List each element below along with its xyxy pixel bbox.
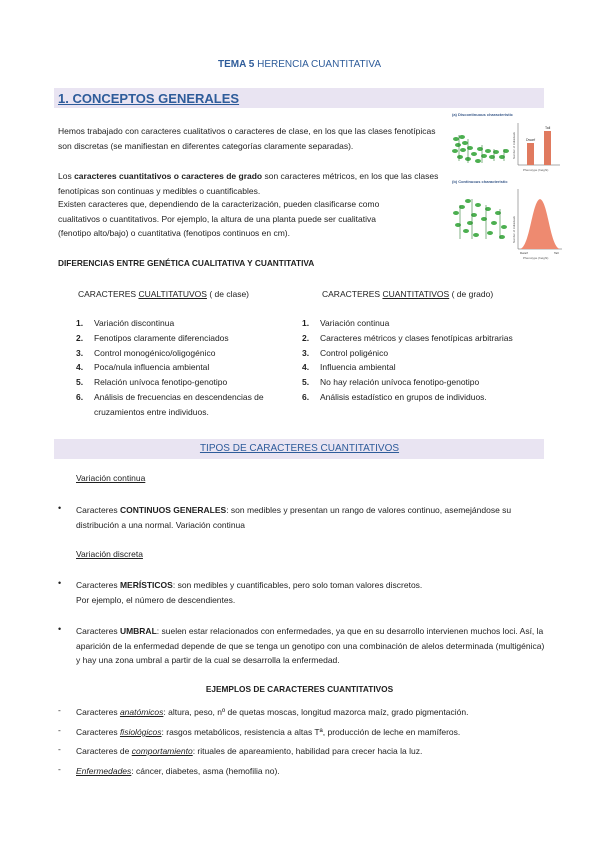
qualitative-list <box>76 316 276 420</box>
differences-heading: DIFERENCIAS ENTRE GENÉTICA CUALITATIVA Y CUANTITATIVA <box>58 258 315 268</box>
dash-marker: - <box>58 764 61 774</box>
list-item: 4. Poca/nula influencia ambiental <box>76 362 210 373</box>
section-1-heading: 1. CONCEPTOS GENERALES <box>58 91 240 106</box>
figure-panel-a-label: (a) Discontinuous characteristic <box>452 112 513 117</box>
bullet-marker: • <box>58 624 62 634</box>
dash-marker: - <box>58 705 61 715</box>
subheading-discrete: Variación discreta <box>76 549 143 559</box>
subheading-continuous: Variación continua <box>76 473 146 483</box>
list-item: 2. Fenotipos claramente diferenciados <box>76 332 229 343</box>
list-item: 1. Variación continua <box>302 318 390 328</box>
inheritance-figure <box>450 109 565 269</box>
list-item: 3. Control monogénico/oligogénico <box>76 347 216 358</box>
intro-paragraph-2: Los caracteres cuantitativos o caracteres de grado son caracteres métricos, en los que las clases fenotípicas son continuas y medibles o cuantificables. <box>58 171 439 196</box>
list-item: 3. Control poligénico <box>302 347 389 358</box>
panel-b-x-axis-label: Phenotype (height) <box>523 256 549 260</box>
section-2-heading: TIPOS DE CARACTERES CUANTITATIVOS <box>199 443 400 454</box>
intro-paragraph-1: Hemos trabajado con caracteres cualitativos o caracteres de clase, en los que las clases fenotípicas son discretas (se manifiestan en diferentes categorías claramente separadas). <box>58 126 436 151</box>
example-anatomical: Caracteres anatómicos: altura, peso, nº de quetas moscas, longitud mazorca maíz, grado pigmentación. <box>76 707 469 717</box>
intro-paragraph-3: Existen caracteres que, dependiendo de la caracterización, pueden clasificarse como cualitativos o cuantitativos. Por ejemplo, la altura de una planta puede ser cualitativa (fenotipo alto/bajo) o cuantitativa (fenotipos continuos en cm). <box>58 199 380 238</box>
list-item: 6. Análisis de frecuencias en descendencias de cruzamientos entre individuos. <box>76 391 264 417</box>
list-item: 5. No hay relación unívoca fenotipo-genotipo <box>302 377 480 388</box>
panel-a-y-axis-label: Number of individuals <box>512 132 516 159</box>
bar-label-dwarf: Dwarf <box>526 138 536 142</box>
panel-b-label-tall: Tall <box>554 251 559 255</box>
examples-heading: EJEMPLOS DE CARACTERES CUANTITATIVOS <box>205 684 394 694</box>
meristic-text: Caracteres MERÍSTICOS: son medibles y cuantificables, pero solo toman valores discretos. Por ejemplo, el número de descendientes. <box>76 580 423 605</box>
example-physiological: Caracteres fisiológicos: rasgos metabólicos, resistencia a altas Tª, producción de leche en mamíferos. <box>76 727 461 737</box>
example-behavioral: Caracteres de comportamiento: rituales de apareamiento, habilidad para crecer hacia la luz. <box>76 746 423 756</box>
panel-b-y-axis-label: Number of individuals <box>512 216 516 243</box>
bar-label-tall: Tall <box>545 126 551 130</box>
bullet-marker: • <box>58 578 62 588</box>
list-item: 2. Caracteres métricos y clases fenotípicas arbitrarias <box>302 332 513 343</box>
figure-panel-b-label: (b) Continuous characteristic <box>452 179 508 184</box>
threshold-text: Caracteres UMBRAL: suelen estar relacionados con enfermedades, ya que en su desarrollo intervienen muchos loci. Así, la aparición de la enfermedad depende de que se tenga un genotipo con una combinación de alelos determinada (multigénica) y hay una zona umbral a partir de la cual se desarrolla la enfermedad. <box>76 626 545 665</box>
example-diseases: Enfermedades: cáncer, diabetes, asma (hemofilia no). <box>76 766 280 776</box>
quantitative-list <box>302 316 542 405</box>
continuous-general-text: Caracteres CONTINUOS GENERALES: son medibles y presentan un rango de valores continuo, asemejándose su distribución a una normal. Variación continua <box>76 505 512 530</box>
list-item: 1. Variación discontinua <box>76 318 175 328</box>
bullet-marker: • <box>58 503 62 513</box>
list-item: 5. Relación unívoca fenotipo-genotipo <box>76 377 228 388</box>
panel-b-label-dwarf: Dwarf <box>520 251 528 255</box>
list-item: 4. Influencia ambiental <box>302 362 396 373</box>
page-title: TEMA 5 HERENCIA CUANTITATIVA <box>218 59 381 70</box>
list-item: 6. Análisis estadístico en grupos de individuos. <box>302 391 487 402</box>
panel-a-x-axis-label: Phenotype (height) <box>523 168 549 172</box>
dash-marker: - <box>58 725 61 735</box>
qualitative-column-header: CARACTERES CUALTITATUVOS ( de clase) <box>78 289 249 299</box>
quantitative-column-header: CARACTERES CUANTITATIVOS ( de grado) <box>322 289 494 299</box>
dash-marker: - <box>58 744 61 754</box>
